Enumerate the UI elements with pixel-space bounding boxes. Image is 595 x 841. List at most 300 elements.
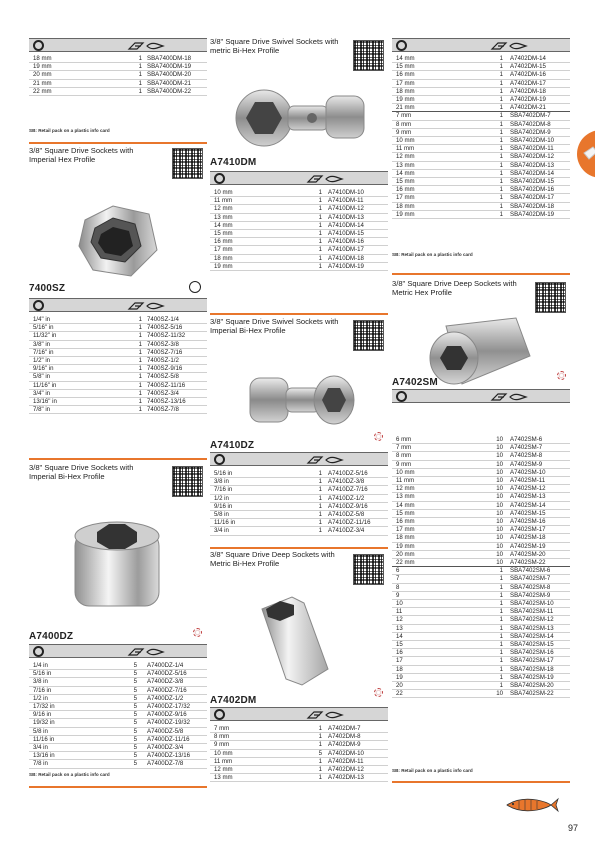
table-row: [392, 674, 570, 682]
retail-pack-icon: [490, 392, 528, 402]
article-code-cell: A7402DM-14: [510, 55, 546, 62]
size-cell: 1/2 in: [33, 694, 48, 702]
table-row: [210, 511, 388, 519]
quantity-cell: 1: [138, 55, 142, 62]
article-code-cell: SBA7402DM-12: [510, 153, 555, 161]
size-cell: 7/8 in: [33, 760, 48, 768]
article-code-cell: 7400SZ-13/16: [147, 398, 186, 405]
article-code-cell: A7402SM-9: [510, 460, 543, 468]
header-icon-bar: [29, 298, 207, 312]
size-cell: 19 mm: [33, 63, 52, 71]
qr-code: [353, 40, 384, 71]
article-code-cell: SBA7402SM-20: [510, 682, 554, 689]
size-cell: 8 mm: [396, 452, 412, 460]
quantity-cell: 1: [499, 567, 503, 575]
article-code-cell: SBA7402DM-19: [510, 210, 555, 218]
retail-pack-icon: [306, 710, 344, 720]
table-row: [210, 189, 388, 197]
size-cell: 10 mm: [214, 749, 233, 757]
article-code-cell: A7402SM-16: [510, 518, 546, 525]
size-cell: 10: [396, 600, 403, 607]
retail-pack-icon: [127, 301, 165, 311]
quantity-cell: 1: [318, 519, 322, 527]
quantity-cell: 1: [138, 406, 142, 414]
socket-ring-icon: [214, 709, 225, 720]
table-row: [29, 390, 207, 398]
table-row: [210, 527, 388, 535]
table-row: [392, 690, 570, 698]
table-row: [210, 230, 388, 238]
size-cell: 14: [396, 632, 403, 640]
product-code: A7400DZ: [29, 631, 74, 642]
article-code-cell: 7400SZ-11/32: [147, 332, 186, 340]
certification-badge: [374, 432, 383, 441]
certification-badge: [557, 371, 566, 380]
quantity-cell: 1: [499, 104, 503, 112]
header-icon-bar: [210, 171, 388, 185]
table-row: [392, 170, 570, 178]
table-row: [392, 186, 570, 194]
quantity-cell: 10: [496, 493, 503, 501]
quantity-cell: 10: [496, 690, 503, 698]
article-code-cell: SBA7402DM-8: [510, 120, 551, 128]
quantity-cell: 1: [138, 357, 142, 364]
quantity-cell: 5: [133, 694, 137, 702]
quantity-cell: 1: [499, 616, 503, 624]
quantity-cell: 1: [499, 641, 503, 648]
quantity-cell: 1: [499, 79, 503, 87]
quantity-cell: 1: [499, 153, 503, 161]
table-row: [392, 104, 570, 112]
quantity-cell: 5: [133, 703, 137, 710]
table-row: [392, 485, 570, 493]
table-row: [29, 88, 207, 96]
table-row: [392, 178, 570, 186]
article-code-cell: A7402DM-8: [328, 733, 361, 741]
quantity-cell: 1: [499, 145, 503, 153]
table-row: [29, 55, 207, 63]
table-row: [392, 477, 570, 485]
table-row: [392, 55, 570, 63]
quantity-cell: 10: [496, 542, 503, 550]
article-code-cell: SBA7400DM-19: [147, 63, 192, 71]
socket-tab-icon: [581, 144, 595, 162]
table-row: [29, 63, 207, 71]
article-code-cell: A7402DM-7: [328, 725, 361, 732]
size-cell: 19 mm: [396, 210, 415, 218]
table-row: [210, 774, 388, 782]
size-cell: 7 mm: [214, 725, 230, 732]
article-code-cell: A7400DZ-11/16: [147, 735, 190, 743]
qr-code: [535, 282, 566, 313]
table-row: [392, 436, 570, 444]
quantity-cell: 5: [133, 744, 137, 751]
table-row: [392, 616, 570, 624]
article-code-cell: A7410DZ-11/16: [328, 519, 371, 527]
article-code-cell: A7410DZ-3/8: [328, 478, 365, 486]
table-row: [210, 486, 388, 494]
article-code-cell: A7402SM-8: [510, 452, 543, 460]
table-row: [29, 752, 207, 760]
hex-profile-icon: [189, 281, 201, 293]
table-row: [29, 678, 207, 686]
table-row: [210, 758, 388, 766]
table-row: [210, 238, 388, 246]
table-row: [392, 551, 570, 559]
article-code-cell: A7400DZ-13/16: [147, 752, 191, 760]
size-cell: 8: [396, 583, 400, 591]
size-cell: 16 mm: [396, 71, 415, 79]
table-row: [392, 461, 570, 469]
size-cell: 1/4" in: [33, 316, 51, 323]
table-row: [392, 493, 570, 501]
table-row: [392, 145, 570, 153]
section-title: 3/8" Square Drive Deep Sockets with Metric Bi-Hex Profile: [210, 550, 335, 568]
quantity-cell: 5: [133, 670, 137, 678]
quantity-cell: 1: [499, 665, 503, 673]
size-cell: 10 mm: [396, 137, 415, 144]
quantity-cell: 1: [499, 591, 503, 599]
size-cell: 15 mm: [214, 230, 233, 237]
quantity-cell: 1: [499, 169, 503, 177]
table-row: [210, 495, 388, 503]
size-cell: 7 mm: [396, 112, 412, 120]
article-code-cell: A7402SM-13: [510, 493, 546, 501]
quantity-cell: 10: [496, 509, 503, 517]
quantity-cell: 1: [499, 673, 503, 681]
size-cell: 8 mm: [214, 733, 230, 741]
quantity-cell: 1: [138, 340, 142, 348]
quantity-cell: 5: [133, 735, 137, 743]
quantity-cell: 1: [499, 194, 503, 202]
quantity-cell: 1: [318, 774, 322, 782]
section-rule: [392, 273, 570, 275]
table-row: [210, 766, 388, 774]
article-code-cell: SBA7402SM-12: [510, 616, 554, 624]
quantity-cell: 1: [499, 649, 503, 657]
product-code: A7402SM: [392, 377, 438, 388]
article-code-cell: A7410DZ-5/8: [328, 511, 365, 518]
quantity-cell: 1: [499, 71, 503, 79]
table-row: [392, 592, 570, 600]
article-code-cell: A7402SM-6: [510, 436, 543, 443]
table-row: [210, 197, 388, 205]
article-code-cell: A7410DM-12: [328, 205, 364, 213]
article-code-cell: A7410DZ-7/16: [328, 486, 368, 494]
article-code-cell: SBA7402DM-16: [510, 186, 555, 194]
article-code-cell: A7400DZ-3/4: [147, 744, 184, 751]
size-cell: 1/2" in: [33, 357, 51, 364]
table-row: [392, 584, 570, 592]
quantity-cell: 1: [318, 205, 322, 213]
table-row: [29, 71, 207, 79]
article-code-cell: A7402SM-12: [510, 485, 546, 493]
quantity-cell: 10: [496, 468, 503, 476]
table-row: [29, 719, 207, 727]
quantity-cell: 1: [318, 246, 322, 254]
size-cell: 17/32 in: [33, 703, 55, 710]
quantity-cell: 10: [496, 436, 503, 443]
quantity-cell: 1: [499, 632, 503, 640]
quantity-cell: 1: [318, 230, 322, 237]
table-row: [29, 332, 207, 340]
article-code-cell: A7400DZ-7/8: [147, 760, 184, 768]
article-code-cell: SBA7402DM-18: [510, 202, 555, 210]
table-row: [392, 682, 570, 690]
article-code-cell: SBA7402DM-17: [510, 194, 555, 202]
table-row: [29, 736, 207, 744]
article-code-cell: A7410DM-13: [328, 213, 364, 221]
size-cell: 12 mm: [214, 766, 233, 773]
size-cell: 18 mm: [33, 55, 52, 62]
size-cell: 15 mm: [396, 509, 415, 517]
table-row: [392, 452, 570, 460]
size-cell: 1/4 in: [33, 662, 48, 669]
size-cell: 9 mm: [396, 460, 412, 468]
table-row: [210, 503, 388, 511]
article-code-cell: 7400SZ-11/16: [147, 381, 186, 389]
quantity-cell: 5: [133, 760, 137, 768]
header-icon-bar: [29, 644, 207, 658]
size-cell: 17 mm: [396, 526, 415, 534]
quantity-cell: 1: [499, 186, 503, 194]
size-cell: 1/2 in: [214, 494, 229, 502]
product-code: A7402DM: [210, 695, 257, 706]
section-rule: [210, 547, 388, 549]
socket-ring-icon: [396, 391, 407, 402]
size-cell: 5/8 in: [214, 511, 229, 518]
table-row: [29, 695, 207, 703]
quantity-cell: 1: [318, 486, 322, 494]
socket-ring-icon: [214, 454, 225, 465]
article-code-cell: A7410DM-19: [328, 262, 364, 270]
table-row: [29, 349, 207, 357]
table-row: [392, 559, 570, 567]
size-cell: 5/16" in: [33, 324, 54, 332]
table-row: [29, 373, 207, 381]
brand-fish-logo: [503, 796, 559, 814]
table-row: [392, 575, 570, 583]
table-row: [392, 625, 570, 633]
article-code-cell: A7400DZ-19/32: [147, 719, 191, 727]
size-cell: 7: [396, 575, 400, 583]
table-row: [29, 406, 207, 414]
article-code-cell: 7400SZ-3/4: [147, 389, 179, 397]
size-cell: 9/16 in: [214, 502, 233, 510]
quantity-cell: 1: [318, 254, 322, 262]
quantity-cell: 1: [318, 470, 322, 477]
article-code-cell: 7400SZ-1/4: [147, 316, 179, 323]
article-code-cell: A7402DM-17: [510, 79, 546, 87]
product-code: A7410DM: [210, 157, 257, 168]
socket-ring-icon: [396, 40, 407, 51]
size-cell: 7/16" in: [33, 348, 54, 356]
size-cell: 10 mm: [396, 468, 415, 476]
table-row: [210, 205, 388, 213]
section-title: 3/8" Square Drive Swivel Sockets with Imperial Bi-Hex Profile: [210, 317, 339, 335]
article-code-cell: A7402DM-13: [328, 774, 364, 782]
quantity-cell: 5: [133, 752, 137, 760]
table-row: [392, 71, 570, 79]
article-code-cell: SBA7402SM-14: [510, 632, 554, 640]
article-code-cell: SBA7402DM-11: [510, 145, 554, 153]
article-code-cell: 7400SZ-5/16: [147, 324, 183, 332]
table-row: [29, 760, 207, 768]
article-code-cell: SBA7402SM-8: [510, 583, 551, 591]
table-row: [392, 211, 570, 219]
size-cell: 13 mm: [396, 493, 415, 501]
size-cell: 11 mm: [396, 145, 415, 153]
qr-code: [172, 466, 203, 497]
qr-code: [353, 320, 384, 351]
size-cell: 15 mm: [396, 63, 415, 71]
article-code-cell: SBA7402SM-7: [510, 575, 551, 583]
table-row: [210, 255, 388, 263]
quantity-cell: 1: [138, 63, 142, 71]
article-code-cell: A7402SM-18: [510, 534, 546, 542]
article-code-cell: A7410DZ-9/16: [328, 502, 368, 510]
article-code-cell: A7402DM-10: [328, 749, 364, 757]
article-code-cell: SBA7400DM-22: [147, 87, 192, 95]
quantity-cell: 1: [499, 178, 503, 185]
article-code-cell: 7400SZ-9/16: [147, 365, 183, 373]
table-row: [29, 357, 207, 365]
size-cell: 19/32 in: [33, 719, 55, 727]
quantity-cell: 1: [499, 210, 503, 218]
article-code-cell: A7402DM-11: [328, 757, 364, 765]
size-cell: 17 mm: [396, 194, 415, 202]
size-cell: 5/8 in: [33, 727, 48, 735]
quantity-cell: 1: [138, 348, 142, 356]
size-cell: 17: [396, 657, 403, 665]
table-row: [392, 88, 570, 96]
section-rule: [392, 781, 570, 783]
quantity-cell: 5: [133, 711, 137, 719]
article-code-cell: SBA7402SM-18: [510, 665, 554, 673]
section-title: 3/8" Square Drive Swivel Sockets with metric Bi-Hex Profile: [210, 37, 339, 55]
socket-ring-icon: [33, 40, 44, 51]
size-cell: 13: [396, 624, 403, 632]
quantity-cell: 10: [496, 526, 503, 534]
article-code-cell: SBA7402SM-22: [510, 690, 554, 698]
size-cell: 19: [396, 673, 403, 681]
size-cell: 6: [396, 567, 400, 575]
article-code-cell: SBA7402DM-10: [510, 137, 555, 144]
article-code-cell: A7400DZ-1/2: [147, 694, 184, 702]
table-row: [392, 666, 570, 674]
table-row: [210, 519, 388, 527]
size-cell: 18 mm: [396, 202, 415, 210]
article-code-cell: A7402SM-11: [510, 477, 546, 484]
quantity-cell: 1: [499, 202, 503, 210]
quantity-cell: 1: [499, 624, 503, 632]
article-code-cell: A7402DM-9: [328, 741, 361, 749]
size-cell: 13 mm: [214, 213, 233, 221]
article-code-cell: SBA7400DM-18: [147, 55, 192, 62]
quantity-cell: 1: [318, 766, 322, 773]
table-row: [392, 121, 570, 129]
table-row: [392, 534, 570, 542]
section-rule: [29, 458, 207, 460]
size-cell: 14 mm: [396, 55, 415, 62]
size-cell: 16 mm: [214, 238, 233, 246]
size-cell: 3/8 in: [33, 678, 48, 686]
article-code-cell: A7410DM-11: [328, 197, 364, 205]
quantity-cell: 1: [138, 324, 142, 332]
table-row: [392, 80, 570, 88]
size-cell: 11: [396, 608, 403, 616]
quantity-cell: 1: [499, 600, 503, 607]
article-code-cell: A7402SM-22: [510, 559, 546, 566]
article-code-cell: A7400DZ-3/8: [147, 678, 184, 686]
article-code-cell: A7402SM-15: [510, 509, 546, 517]
table-row: [210, 750, 388, 758]
quantity-cell: 10: [496, 452, 503, 460]
section-tab: [577, 130, 595, 178]
article-code-cell: SBA7402SM-11: [510, 608, 554, 616]
article-code-cell: 7400SZ-1/2: [147, 357, 179, 364]
size-cell: 12 mm: [214, 205, 233, 213]
quantity-cell: 1: [138, 332, 142, 340]
article-code-cell: A7402SM-14: [510, 501, 546, 509]
quantity-cell: 10: [496, 559, 503, 566]
size-cell: 9/16 in: [33, 711, 52, 719]
size-cell: 17 mm: [214, 246, 233, 254]
table-row: [392, 502, 570, 510]
article-code-cell: A7402DM-18: [510, 87, 546, 95]
quantity-cell: 10: [496, 477, 503, 484]
size-cell: 11/16 in: [214, 519, 236, 527]
quantity-cell: 1: [318, 757, 322, 765]
retail-pack-icon: [306, 174, 344, 184]
article-code-cell: SBA7402SM-19: [510, 673, 554, 681]
size-cell: 19 mm: [396, 542, 415, 550]
table-row: [29, 711, 207, 719]
size-cell: 14 mm: [214, 221, 233, 229]
section-rule: [29, 786, 207, 788]
table-row: [392, 518, 570, 526]
socket-photo: [71, 200, 163, 286]
size-cell: 3/4 in: [33, 744, 48, 751]
size-cell: 20 mm: [33, 71, 52, 79]
table-row: [392, 153, 570, 161]
size-cell: 9 mm: [396, 128, 412, 136]
size-cell: 6 mm: [396, 436, 412, 443]
quantity-cell: 1: [318, 262, 322, 270]
quantity-cell: 1: [318, 741, 322, 749]
table-row: [29, 687, 207, 695]
size-cell: 16 mm: [396, 518, 415, 525]
quantity-cell: 1: [318, 189, 322, 196]
table-row: [392, 129, 570, 137]
table-row: [392, 112, 570, 120]
article-code-cell: 7400SZ-3/8: [147, 340, 179, 348]
article-code-cell: A7402SM-20: [510, 550, 546, 558]
quantity-cell: 10: [496, 501, 503, 509]
article-code-cell: A7402DM-19: [510, 96, 546, 103]
quantity-cell: 1: [499, 63, 503, 71]
table-row: [392, 526, 570, 534]
article-code-cell: SBA7402SM-16: [510, 649, 554, 657]
section-title: 3/8" Square Drive Deep Sockets with Metric Hex Profile: [392, 279, 517, 297]
table-row: [29, 316, 207, 324]
article-code-cell: A7400DZ-5/8: [147, 727, 184, 735]
quantity-cell: 1: [318, 725, 322, 732]
size-cell: 5/16 in: [33, 670, 52, 678]
article-code-cell: SBA7400DM-20: [147, 71, 192, 79]
size-cell: 9 mm: [214, 741, 230, 749]
quantity-cell: 1: [138, 398, 142, 405]
